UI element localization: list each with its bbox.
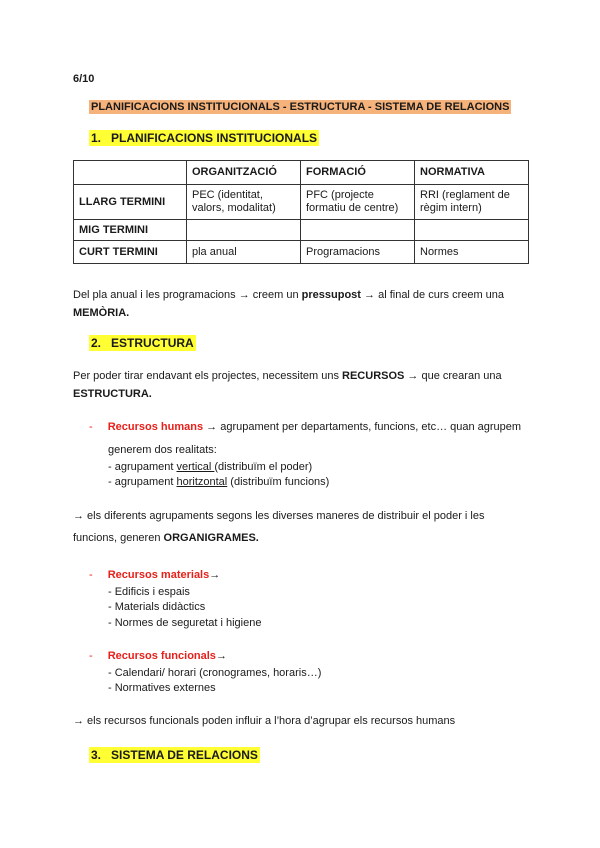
materials-bullet: - [89, 569, 93, 581]
table-cell [415, 220, 529, 241]
materials-arrow: → [209, 569, 221, 581]
list-item: - Normatives externes [108, 682, 216, 694]
para2-text-2: → que crearan una [404, 370, 502, 382]
table-row [74, 220, 529, 241]
table-row [74, 185, 529, 220]
section3-heading [89, 748, 260, 762]
para3-line1: → els diferents agrupaments segons les diverses maneres de distribuir el poder i les [73, 510, 485, 522]
humans-label: Recursos humans [107, 421, 204, 433]
item-text-2: (distribuïm el poder) [214, 461, 313, 473]
table-cell: PEC (identitat, valors, modalitat) [187, 185, 301, 220]
para4: → els recursos funcionals poden influir a l’hora d’agrupar els recursos humans [73, 715, 456, 727]
table-cell [187, 220, 301, 241]
humans-item-horitzontal [108, 476, 329, 488]
table-cell: PFC (projecte formatiu de centre) [301, 185, 415, 220]
table-header-row [74, 161, 529, 185]
item-text: - agrupament [108, 461, 177, 473]
para1-bold-pressupost: pressupost [301, 289, 361, 301]
item-text-2: (distribuïm funcions) [227, 476, 330, 488]
table-row [74, 241, 529, 264]
section1-heading [89, 131, 319, 145]
funcionals-line [89, 650, 227, 662]
page-number: 6/10 [73, 73, 95, 85]
para1-text: Del pla anual i les programacions → creem un [73, 289, 302, 301]
materials-label: Recursos materials [107, 569, 210, 581]
row-label: CURT TERMINI [74, 241, 187, 264]
para3-text: funcions, generen [73, 532, 164, 544]
table-cell: RRI (reglament de règim intern) [415, 185, 529, 220]
table-header-cell: FORMACIÓ [301, 161, 415, 185]
section1-number: 1. [91, 131, 102, 145]
para2-text: Per poder tirar endavant els projectes, necessitem uns [73, 370, 343, 382]
section2-number: 2. [91, 336, 102, 350]
list-item: - Normes de seguretat i higiene [108, 617, 262, 629]
section3-title: SISTEMA DE RELACIONS [111, 748, 258, 762]
table-cell: pla anual [187, 241, 301, 264]
materials-line [89, 569, 220, 581]
item-text: - agrupament [108, 476, 177, 488]
main-title-text: PLANIFICACIONS INSTITUCIONALS - ESTRUCTURA - SISTEMA DE RELACIONS [91, 101, 510, 113]
planning-table [73, 160, 529, 264]
item-underline: horitzontal [176, 476, 228, 488]
funcionals-label: Recursos funcionals [107, 650, 216, 662]
para2-line1 [73, 370, 502, 382]
table-cell: Normes [415, 241, 529, 264]
section1-title: PLANIFICACIONS INSTITUCIONALS [111, 131, 318, 145]
para2-bold-recursos: RECURSOS [342, 370, 405, 382]
humans-bullet: - [89, 421, 93, 433]
para1-text-2: → al final de curs creem una [360, 289, 505, 301]
funcionals-bullet: - [89, 650, 93, 662]
humans-line [89, 421, 521, 433]
row-label: MIG TERMINI [74, 220, 187, 241]
section3-number: 3. [91, 748, 102, 762]
section2-title: ESTRUCTURA [111, 336, 194, 350]
list-item: - Materials didàctics [108, 601, 206, 613]
table-header-cell: NORMATIVA [415, 161, 529, 185]
para3-line2 [73, 532, 259, 544]
para3-bold-organigrames: ORGANIGRAMES. [163, 532, 259, 544]
para1-line1 [73, 289, 504, 301]
para1-line2: MEMÒRIA. [73, 307, 130, 319]
table-cell [301, 220, 415, 241]
humans-text: → agrupament per departaments, funcions, etc… quan agrupem [203, 421, 522, 433]
table-header-cell [74, 161, 187, 185]
item-underline: vertical [176, 461, 215, 473]
section2-heading [89, 336, 196, 350]
table-header-cell: ORGANITZACIÓ [187, 161, 301, 185]
humans-item-vertical [108, 461, 312, 473]
list-item: - Edificis i espais [108, 586, 190, 598]
table-cell: Programacions [301, 241, 415, 264]
main-title [89, 101, 511, 113]
funcionals-arrow: → [215, 650, 227, 662]
humans-line2: generem dos realitats: [108, 444, 217, 456]
row-label: LLARG TERMINI [74, 185, 187, 220]
list-item: - Calendari/ horari (cronogrames, horaris…) [108, 667, 322, 679]
para2-line2: ESTRUCTURA. [73, 388, 152, 400]
